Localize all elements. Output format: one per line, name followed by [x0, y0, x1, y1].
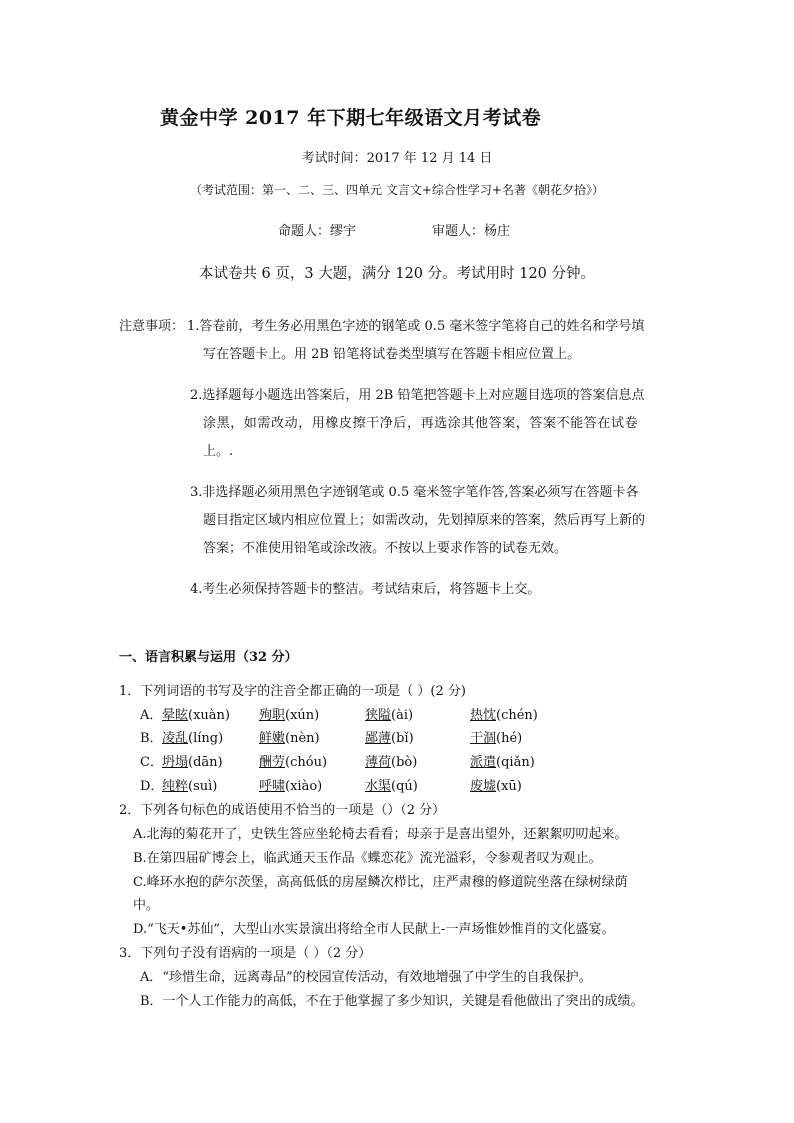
option-word: 坍塌(dān)	[162, 755, 223, 770]
note-1-line-2: 写在答题卡上。用 2B 铅笔将试卷类型填写在答题卡相应位置上。	[203, 347, 581, 362]
question-2-option-b: B.在第四届矿博会上，临武通天玉作品《蝶恋花》流光溢彩，令参观者叹为观止。	[133, 851, 602, 866]
note-3-line-3: 答案；不准使用铅笔或涂改液。不按以上要求作答的试卷无效。	[203, 541, 568, 556]
option-word: 干涸(hé)	[470, 731, 523, 746]
option-word: 晕眩(xuàn)	[162, 708, 230, 723]
option-word: 鲜嫩(nèn)	[259, 731, 320, 746]
option-word: 殉职(xún)	[259, 708, 320, 723]
section-1-heading: 一、语言积累与运用（32 分）	[119, 650, 298, 665]
exam-scope: （考试范围：第一、二、三、四单元 文言文+综合性学习+名著《朝花夕拾》）	[190, 183, 604, 197]
option-word: 热忱(chén)	[470, 708, 538, 723]
option-letter: B．	[140, 731, 163, 746]
question-3-option-a: A．“珍惜生命，远离毒品”的校园宣传活动，有效地增强了中学生的自我保护。	[140, 970, 592, 985]
question-3-option-b: B．一个人工作能力的高低，不在于他掌握了多少知识，关键是看他做出了突出的成绩。	[140, 994, 644, 1009]
reviewer-name: 审题人：杨庄	[432, 224, 511, 239]
option-word: 凌乱(líng)	[162, 731, 224, 746]
option-word: 酬劳(chóu)	[259, 755, 328, 770]
note-3-line-2: 题目指定区域内相应位置上；如需改动，先划掉原来的答案，然后再写上新的	[203, 513, 646, 528]
option-word: 鄙薄(bǐ)	[365, 731, 414, 746]
option-letter: A．	[140, 708, 163, 723]
question-3-stem: 3．下列句子没有语病的一项是（ ）（2 分）	[119, 946, 372, 961]
exam-title: 黄金中学 2017 年下期七年级语文月考试卷	[160, 107, 542, 129]
question-2-option-c: C.峰环水抱的萨尔茨堡，高高低低的房屋鳞次栉比，庄严肃穆的修道院坐落在绿树绿荫	[133, 875, 628, 890]
question-1-stem: 1．下列词语的书写及字的注音全都正确的一项是（ ）(2 分)	[119, 684, 466, 699]
note-1-line-1: 1.答卷前，考生务必用黑色字迹的钢笔或 0.5 毫米签字笔将自己的姓名和学号填	[187, 319, 645, 334]
option-letter: D．	[140, 779, 164, 794]
note-2-line-2: 涂黑，如需改动，用橡皮擦干净后，再选涂其他答案，答案不能答在试卷	[203, 416, 639, 431]
note-4-line-1: 4.考生必须保持答题卡的整洁。考试结束后，将答题卡上交。	[190, 582, 541, 597]
option-word: 水渠(qú)	[365, 779, 418, 794]
exam-summary: 本试卷共 6 页，3 大题，满分 120 分。考试用时 120 分钟。	[198, 266, 596, 282]
note-2-line-3: 上。.	[203, 444, 234, 459]
notes-label: 注意事项：	[119, 319, 185, 334]
note-2-line-1: 2.选择题每小题选出答案后，用 2B 铅笔把答题卡上对应题目选项的答案信息点	[190, 388, 645, 403]
question-2-option-a: A.北海的菊花开了，史铁生答应坐轮椅去看看；母亲于是喜出望外，还絮絮叨叨起来。	[133, 827, 628, 842]
note-3-line-1: 3.非选择题必须用黑色字迹钢笔或 0.5 毫米签字笔作答,答案必须写在答题卡各	[190, 485, 639, 500]
question-2-stem: 2．下列各句标色的成语使用不恰当的一项是（）（2 分）	[119, 803, 446, 818]
question-2-option-d: D.“飞天•苏仙”，大型山水实景演出将给全市人民献上-一声场惟妙惟肖的文化盛宴。	[133, 922, 615, 937]
option-word: 纯粹(suì)	[162, 779, 218, 794]
option-word: 废墟(xū)	[470, 779, 522, 794]
option-word: 狭隘(ài)	[365, 708, 414, 723]
option-letter: C．	[140, 755, 163, 770]
option-word: 呼啸(xiào)	[259, 779, 323, 794]
option-word: 薄荷(bò)	[365, 755, 418, 770]
exam-time: 考试时间：2017 年 12 月 14 日	[301, 151, 493, 166]
question-2-option-c-cont: 中。	[133, 898, 160, 913]
setter-name: 命题人：缪宇	[278, 224, 357, 239]
option-word: 派遣(qiǎn)	[470, 755, 535, 770]
